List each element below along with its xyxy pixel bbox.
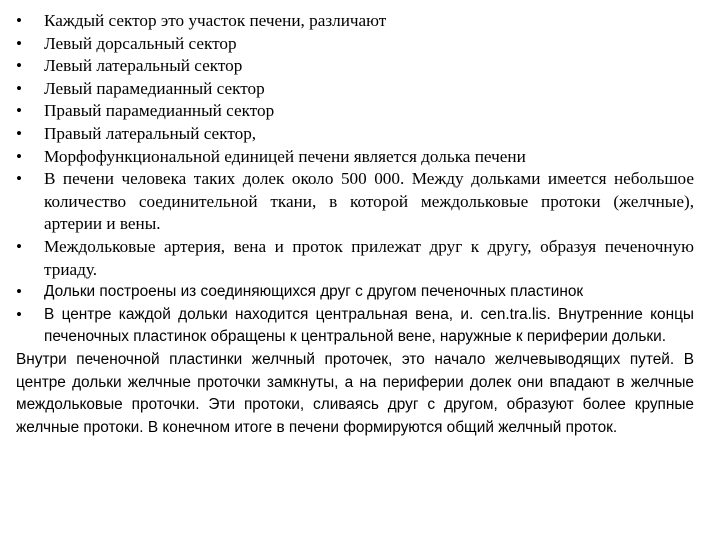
list-item-text: Междольковые артерия, вена и проток прилежат друг к другу, образуя печеночную триаду. xyxy=(44,236,694,279)
list-item xyxy=(16,168,694,236)
list-item-text: Каждый сектор это участок печени, различают xyxy=(44,11,387,30)
bullet-marker: • xyxy=(16,101,23,121)
list-item-text: В печени человека таких долек около 500 000. Между дольками имеется небольшое количество соединительной ткани, в которой междольковые протоки (желчные), артерии и вены. xyxy=(44,169,694,234)
bullet-marker: • xyxy=(16,123,23,143)
list-item-text: Правый латеральный сектор, xyxy=(44,123,257,143)
body-paragraph: Внутри печеночной пластинки желчный проточек, это начало желчевыводящих путей. В центре дольки желчные проточки замкнуты, а на периферии долек они впадают в желчные междольковые проточки. Эти протоки, сливаясь друг с другом, образуют более крупные желчные протоки. В конечном итоге в печени формируются общий желчный проток. xyxy=(16,350,694,436)
bullet-list xyxy=(16,10,694,349)
list-item-text: Левый дорсальный сектор xyxy=(44,33,237,53)
list-item-text: Левый латеральный сектор xyxy=(44,56,243,76)
list-item xyxy=(16,123,694,146)
list-item-text: В центре каждой дольки находится центральная вена, и. cen.tra.lis. Внутренние концы печеночных пластинок обращены к центральной вене, наружные к периферии дольки. xyxy=(44,305,694,346)
list-item xyxy=(16,281,694,304)
list-item-text: Правый парамедианный сектор xyxy=(44,101,275,121)
bullet-marker: • xyxy=(16,33,23,53)
bullet-marker: • xyxy=(16,236,23,256)
bullet-marker: • xyxy=(16,146,23,166)
bullet-marker: • xyxy=(16,11,23,30)
bullet-marker: • xyxy=(16,78,23,98)
bullet-marker: • xyxy=(16,169,23,189)
list-item xyxy=(16,55,694,78)
list-item xyxy=(16,146,694,169)
list-item-text: Морфофункциональной единицей печени является долька печени xyxy=(44,146,526,166)
list-item xyxy=(16,78,694,101)
list-item-text: Дольки построены из соединяющихся друг с другом печеночных пластинок xyxy=(44,283,584,301)
slide-content xyxy=(16,10,694,439)
list-item xyxy=(16,236,694,281)
list-item xyxy=(16,100,694,123)
bullet-marker: • xyxy=(16,282,23,302)
list-item xyxy=(16,33,694,56)
bullet-marker: • xyxy=(16,304,23,324)
bullet-marker: • xyxy=(16,56,23,76)
list-item-text: Левый парамедианный сектор xyxy=(44,78,265,98)
list-item xyxy=(16,304,694,349)
list-item xyxy=(16,10,694,33)
